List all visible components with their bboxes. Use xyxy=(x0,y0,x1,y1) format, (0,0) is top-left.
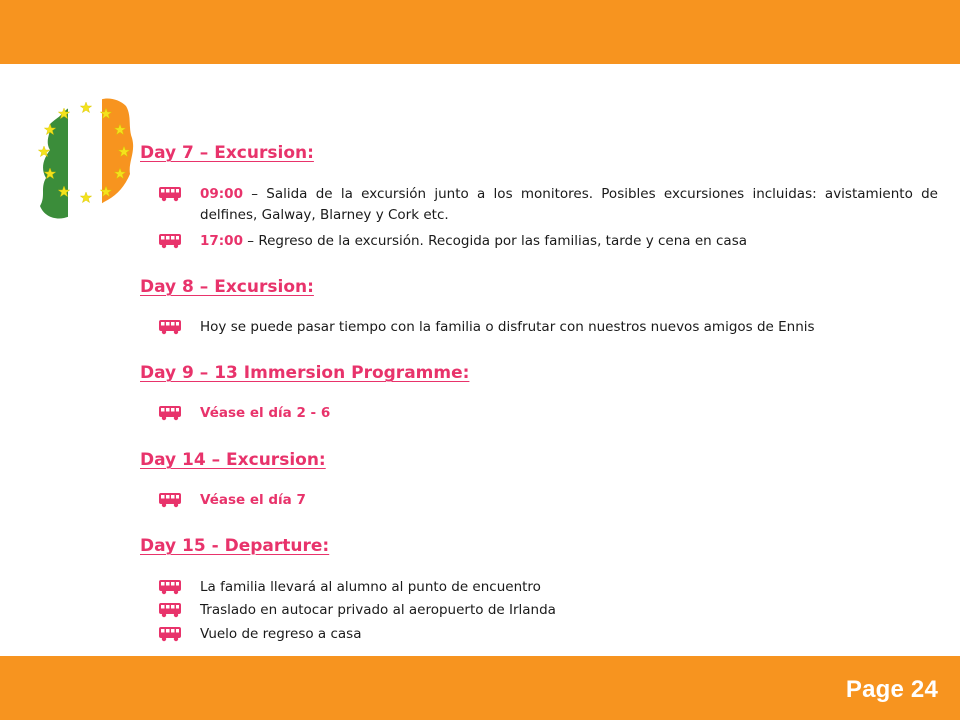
list-item xyxy=(158,317,938,338)
day-15-heading: Day 15 - Departure: xyxy=(140,536,330,556)
list-item xyxy=(158,577,938,598)
bus-icon xyxy=(158,602,182,618)
time-label: 17:00 xyxy=(200,233,243,249)
bus-icon xyxy=(158,492,182,508)
itinerary-content xyxy=(140,0,940,656)
list-item xyxy=(158,600,938,621)
item-text: Véase el día 7 xyxy=(200,492,306,508)
item-text: – Regreso de la excursión. Recogida por las familias, tarde y cena en casa xyxy=(242,233,747,249)
list-item xyxy=(158,184,938,226)
list-item xyxy=(158,403,938,424)
time-label: 09:00 xyxy=(200,186,243,202)
bus-icon xyxy=(158,405,182,421)
item-text: – Salida de la excursión junto a los monitores. Posibles excursiones incluidas: avistamiento de delfines, Galway, Blarney y Cork etc. xyxy=(200,186,938,223)
item-text: Vuelo de regreso a casa xyxy=(200,626,362,642)
list-item xyxy=(158,490,938,511)
item-text: Traslado en autocar privado al aeropuerto de Irlanda xyxy=(200,602,556,618)
bus-icon xyxy=(158,579,182,595)
day-9-13-heading: Day 9 – 13 Immersion Programme: xyxy=(140,363,470,383)
item-text: Véase el día 2 - 6 xyxy=(200,405,331,421)
ireland-eu-logo xyxy=(34,92,136,224)
item-text: Hoy se puede pasar tiempo con la familia o disfrutar con nuestros nuevos amigos de Ennis xyxy=(200,319,815,335)
bus-icon xyxy=(158,233,182,249)
item-text: La familia llevará al alumno al punto de encuentro xyxy=(200,579,541,595)
day-14-heading: Day 14 – Excursion: xyxy=(140,450,326,470)
bus-icon xyxy=(158,319,182,335)
bus-icon xyxy=(158,186,182,202)
day-8-heading: Day 8 – Excursion: xyxy=(140,277,314,297)
bottom-bar xyxy=(0,656,960,720)
list-item xyxy=(158,231,938,252)
day-7-heading: Day 7 – Excursion: xyxy=(140,143,314,163)
list-item xyxy=(158,624,938,645)
bus-icon xyxy=(158,626,182,642)
page-number: Page 24 xyxy=(845,676,938,703)
